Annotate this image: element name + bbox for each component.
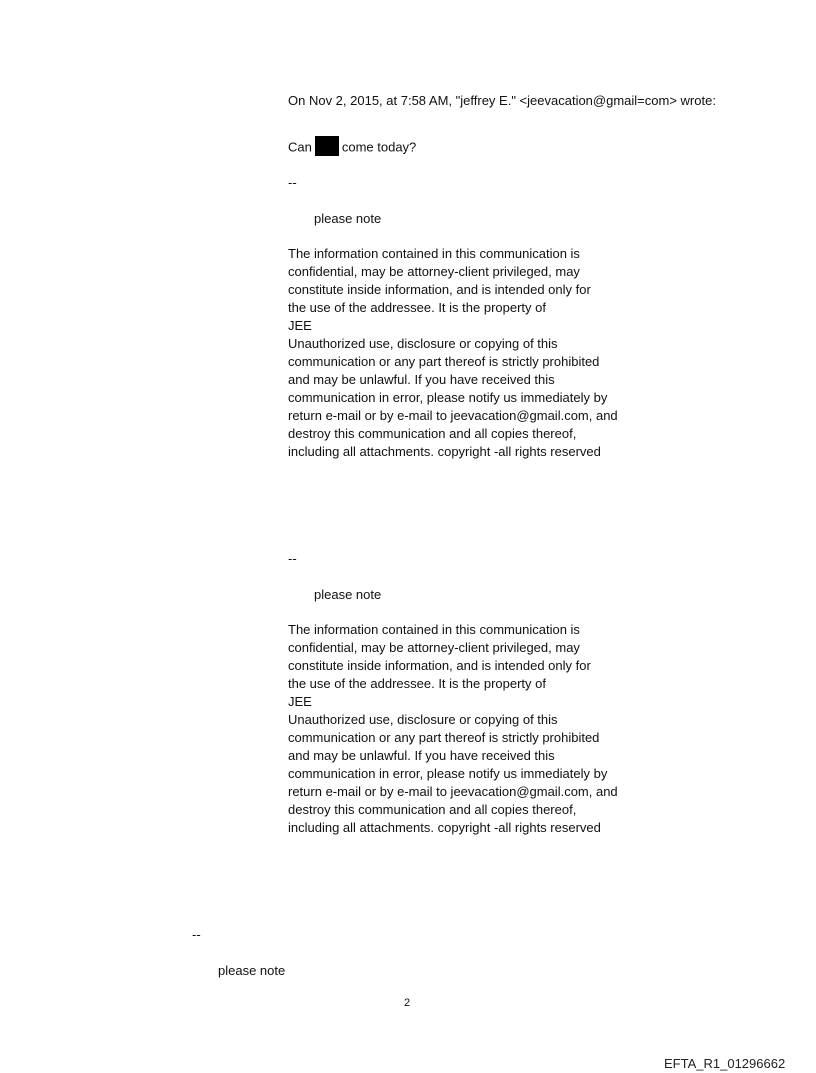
document-id-footer: EFTA_R1_01296662: [664, 1056, 786, 1071]
disclaimer-line: JEE: [288, 318, 312, 333]
disclaimer-line: constitute inside information, and is intended only for: [288, 282, 591, 297]
disclaimer-line: Unauthorized use, disclosure or copying of this: [288, 712, 558, 727]
disclaimer-line: including all attachments. copyright -all rights reserved: [288, 444, 601, 459]
signature-separator-3: --: [192, 927, 201, 942]
disclaimer-paragraph-2: [288, 621, 648, 837]
disclaimer-line: destroy this communication and all copies thereof,: [288, 802, 577, 817]
please-note-heading-1: please note: [314, 211, 382, 226]
disclaimer-line: communication or any part thereof is strictly prohibited: [288, 730, 600, 745]
please-note-heading-2: please note: [314, 587, 382, 602]
disclaimer-line: including all attachments. copyright -all rights reserved: [288, 820, 601, 835]
disclaimer-line: communication or any part thereof is strictly prohibited: [288, 354, 600, 369]
disclaimer-line: the use of the addressee. It is the property of: [288, 676, 546, 691]
disclaimer-line: return e-mail or by e-mail to jeevacation@gmail.com, and: [288, 784, 618, 799]
disclaimer-line: confidential, may be attorney-client privileged, may: [288, 640, 580, 655]
signature-separator-2: --: [288, 551, 297, 566]
question-text-before: Can: [288, 139, 312, 155]
disclaimer-line: return e-mail or by e-mail to jeevacation@gmail.com, and: [288, 408, 618, 423]
redaction-box: [315, 136, 339, 156]
disclaimer-line: and may be unlawful. If you have received this: [288, 748, 555, 763]
disclaimer-line: communication in error, please notify us immediately by: [288, 390, 608, 405]
disclaimer-line: and may be unlawful. If you have received this: [288, 372, 555, 387]
disclaimer-line: destroy this communication and all copies thereof,: [288, 426, 577, 441]
disclaimer-line: The information contained in this communication is: [288, 246, 580, 261]
disclaimer-line: JEE: [288, 694, 312, 709]
message-question: [288, 138, 416, 158]
email-quote-header: On Nov 2, 2015, at 7:58 AM, "jeffrey E." <jeevacation@gmail=com> wrote:: [288, 93, 716, 108]
disclaimer-line: communication in error, please notify us immediately by: [288, 766, 608, 781]
disclaimer-line: confidential, may be attorney-client privileged, may: [288, 264, 580, 279]
disclaimer-line: the use of the addressee. It is the property of: [288, 300, 546, 315]
question-text-after: come today?: [341, 139, 417, 155]
signature-separator-1: --: [288, 175, 297, 190]
disclaimer-line: constitute inside information, and is intended only for: [288, 658, 591, 673]
please-note-heading-3: please note: [218, 963, 286, 978]
disclaimer-line: The information contained in this communication is: [288, 622, 580, 637]
disclaimer-line: Unauthorized use, disclosure or copying of this: [288, 336, 558, 351]
page-number: 2: [404, 997, 411, 1009]
disclaimer-paragraph-1: [288, 245, 648, 461]
